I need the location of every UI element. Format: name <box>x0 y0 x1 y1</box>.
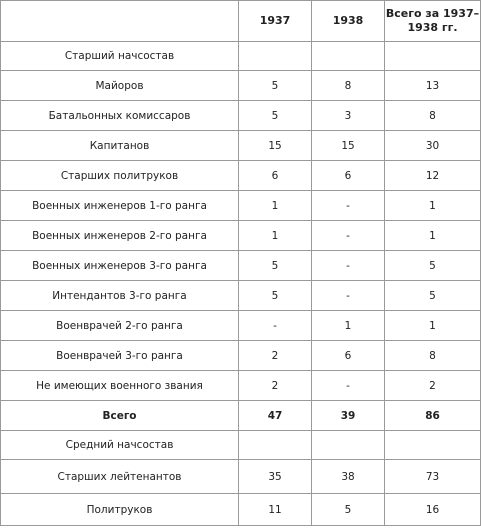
row-1937-cell <box>239 42 312 71</box>
row-label-cell: Военврачей 2-го ранга <box>1 311 239 341</box>
row-1938-cell: 5 <box>312 494 385 526</box>
row-1938-cell: 15 <box>312 131 385 161</box>
row-label-cell: Не имеющих военного звания <box>1 371 239 401</box>
row-total-cell: 12 <box>385 161 481 191</box>
table-row <box>1 460 481 494</box>
row-1937-cell: 6 <box>239 161 312 191</box>
row-1938-cell: - <box>312 371 385 401</box>
row-label-cell: Капитанов <box>1 131 239 161</box>
row-1937-cell: 5 <box>239 251 312 281</box>
table-header-row <box>1 1 481 42</box>
row-total-cell: 5 <box>385 251 481 281</box>
row-label-cell: Старший начсостав <box>1 42 239 71</box>
row-1938-cell: 6 <box>312 341 385 371</box>
row-total-cell: 1 <box>385 311 481 341</box>
row-1937-cell: 35 <box>239 460 312 494</box>
row-1937-cell: 1 <box>239 191 312 221</box>
table-row <box>1 191 481 221</box>
row-1938-cell: - <box>312 281 385 311</box>
row-1937-cell: 11 <box>239 494 312 526</box>
row-1938-cell <box>312 431 385 460</box>
row-total-cell: 1 <box>385 191 481 221</box>
table-row <box>1 341 481 371</box>
row-1938-cell: - <box>312 221 385 251</box>
row-1938-cell: 39 <box>312 401 385 431</box>
row-1937-cell: 15 <box>239 131 312 161</box>
row-1938-cell: 3 <box>312 101 385 131</box>
table-row <box>1 221 481 251</box>
table-row <box>1 371 481 401</box>
header-cell-1937: 1937 <box>239 1 312 42</box>
table-row <box>1 161 481 191</box>
row-label-cell: Политруков <box>1 494 239 526</box>
row-1937-cell: 5 <box>239 281 312 311</box>
row-total-cell: 30 <box>385 131 481 161</box>
row-label-cell: Батальонных комиссаров <box>1 101 239 131</box>
row-label-cell: Средний начсостав <box>1 431 239 460</box>
row-total-cell <box>385 431 481 460</box>
table-row <box>1 431 481 460</box>
row-label-cell: Старших политруков <box>1 161 239 191</box>
row-total-cell: 16 <box>385 494 481 526</box>
table-row <box>1 131 481 161</box>
row-1938-cell: 8 <box>312 71 385 101</box>
row-label-cell: Старших лейтенантов <box>1 460 239 494</box>
row-label-cell: Майоров <box>1 71 239 101</box>
table-row <box>1 251 481 281</box>
row-1937-cell <box>239 431 312 460</box>
table-row <box>1 281 481 311</box>
row-1937-cell: 2 <box>239 371 312 401</box>
row-total-cell: 73 <box>385 460 481 494</box>
table-row <box>1 71 481 101</box>
row-1937-cell: - <box>239 311 312 341</box>
row-1938-cell: 6 <box>312 161 385 191</box>
row-1938-cell: 38 <box>312 460 385 494</box>
row-label-cell: Военных инженеров 3-го ранга <box>1 251 239 281</box>
row-1938-cell: 1 <box>312 311 385 341</box>
row-1938-cell: - <box>312 191 385 221</box>
table-row <box>1 494 481 526</box>
row-total-cell: 8 <box>385 101 481 131</box>
row-1937-cell: 5 <box>239 101 312 131</box>
table-body <box>1 42 481 526</box>
row-1938-cell <box>312 42 385 71</box>
row-total-cell: 13 <box>385 71 481 101</box>
row-label-cell: Военврачей 3-го ранга <box>1 341 239 371</box>
row-total-cell: 5 <box>385 281 481 311</box>
table-row <box>1 101 481 131</box>
table-row <box>1 311 481 341</box>
row-total-cell: 86 <box>385 401 481 431</box>
row-total-cell: 2 <box>385 371 481 401</box>
table-row <box>1 401 481 431</box>
row-1937-cell: 1 <box>239 221 312 251</box>
row-label-cell: Военных инженеров 1-го ранга <box>1 191 239 221</box>
table-row <box>1 42 481 71</box>
header-cell-total: Всего за 1937–1938 гг. <box>385 1 481 42</box>
header-cell-1938: 1938 <box>312 1 385 42</box>
row-total-cell <box>385 42 481 71</box>
row-total-cell: 8 <box>385 341 481 371</box>
row-1937-cell: 2 <box>239 341 312 371</box>
row-label-cell: Интендантов 3-го ранга <box>1 281 239 311</box>
row-1937-cell: 5 <box>239 71 312 101</box>
row-label-cell: Всего <box>1 401 239 431</box>
row-1938-cell: - <box>312 251 385 281</box>
row-label-cell: Военных инженеров 2-го ранга <box>1 221 239 251</box>
row-total-cell: 1 <box>385 221 481 251</box>
row-1937-cell: 47 <box>239 401 312 431</box>
header-cell-label <box>1 1 239 42</box>
